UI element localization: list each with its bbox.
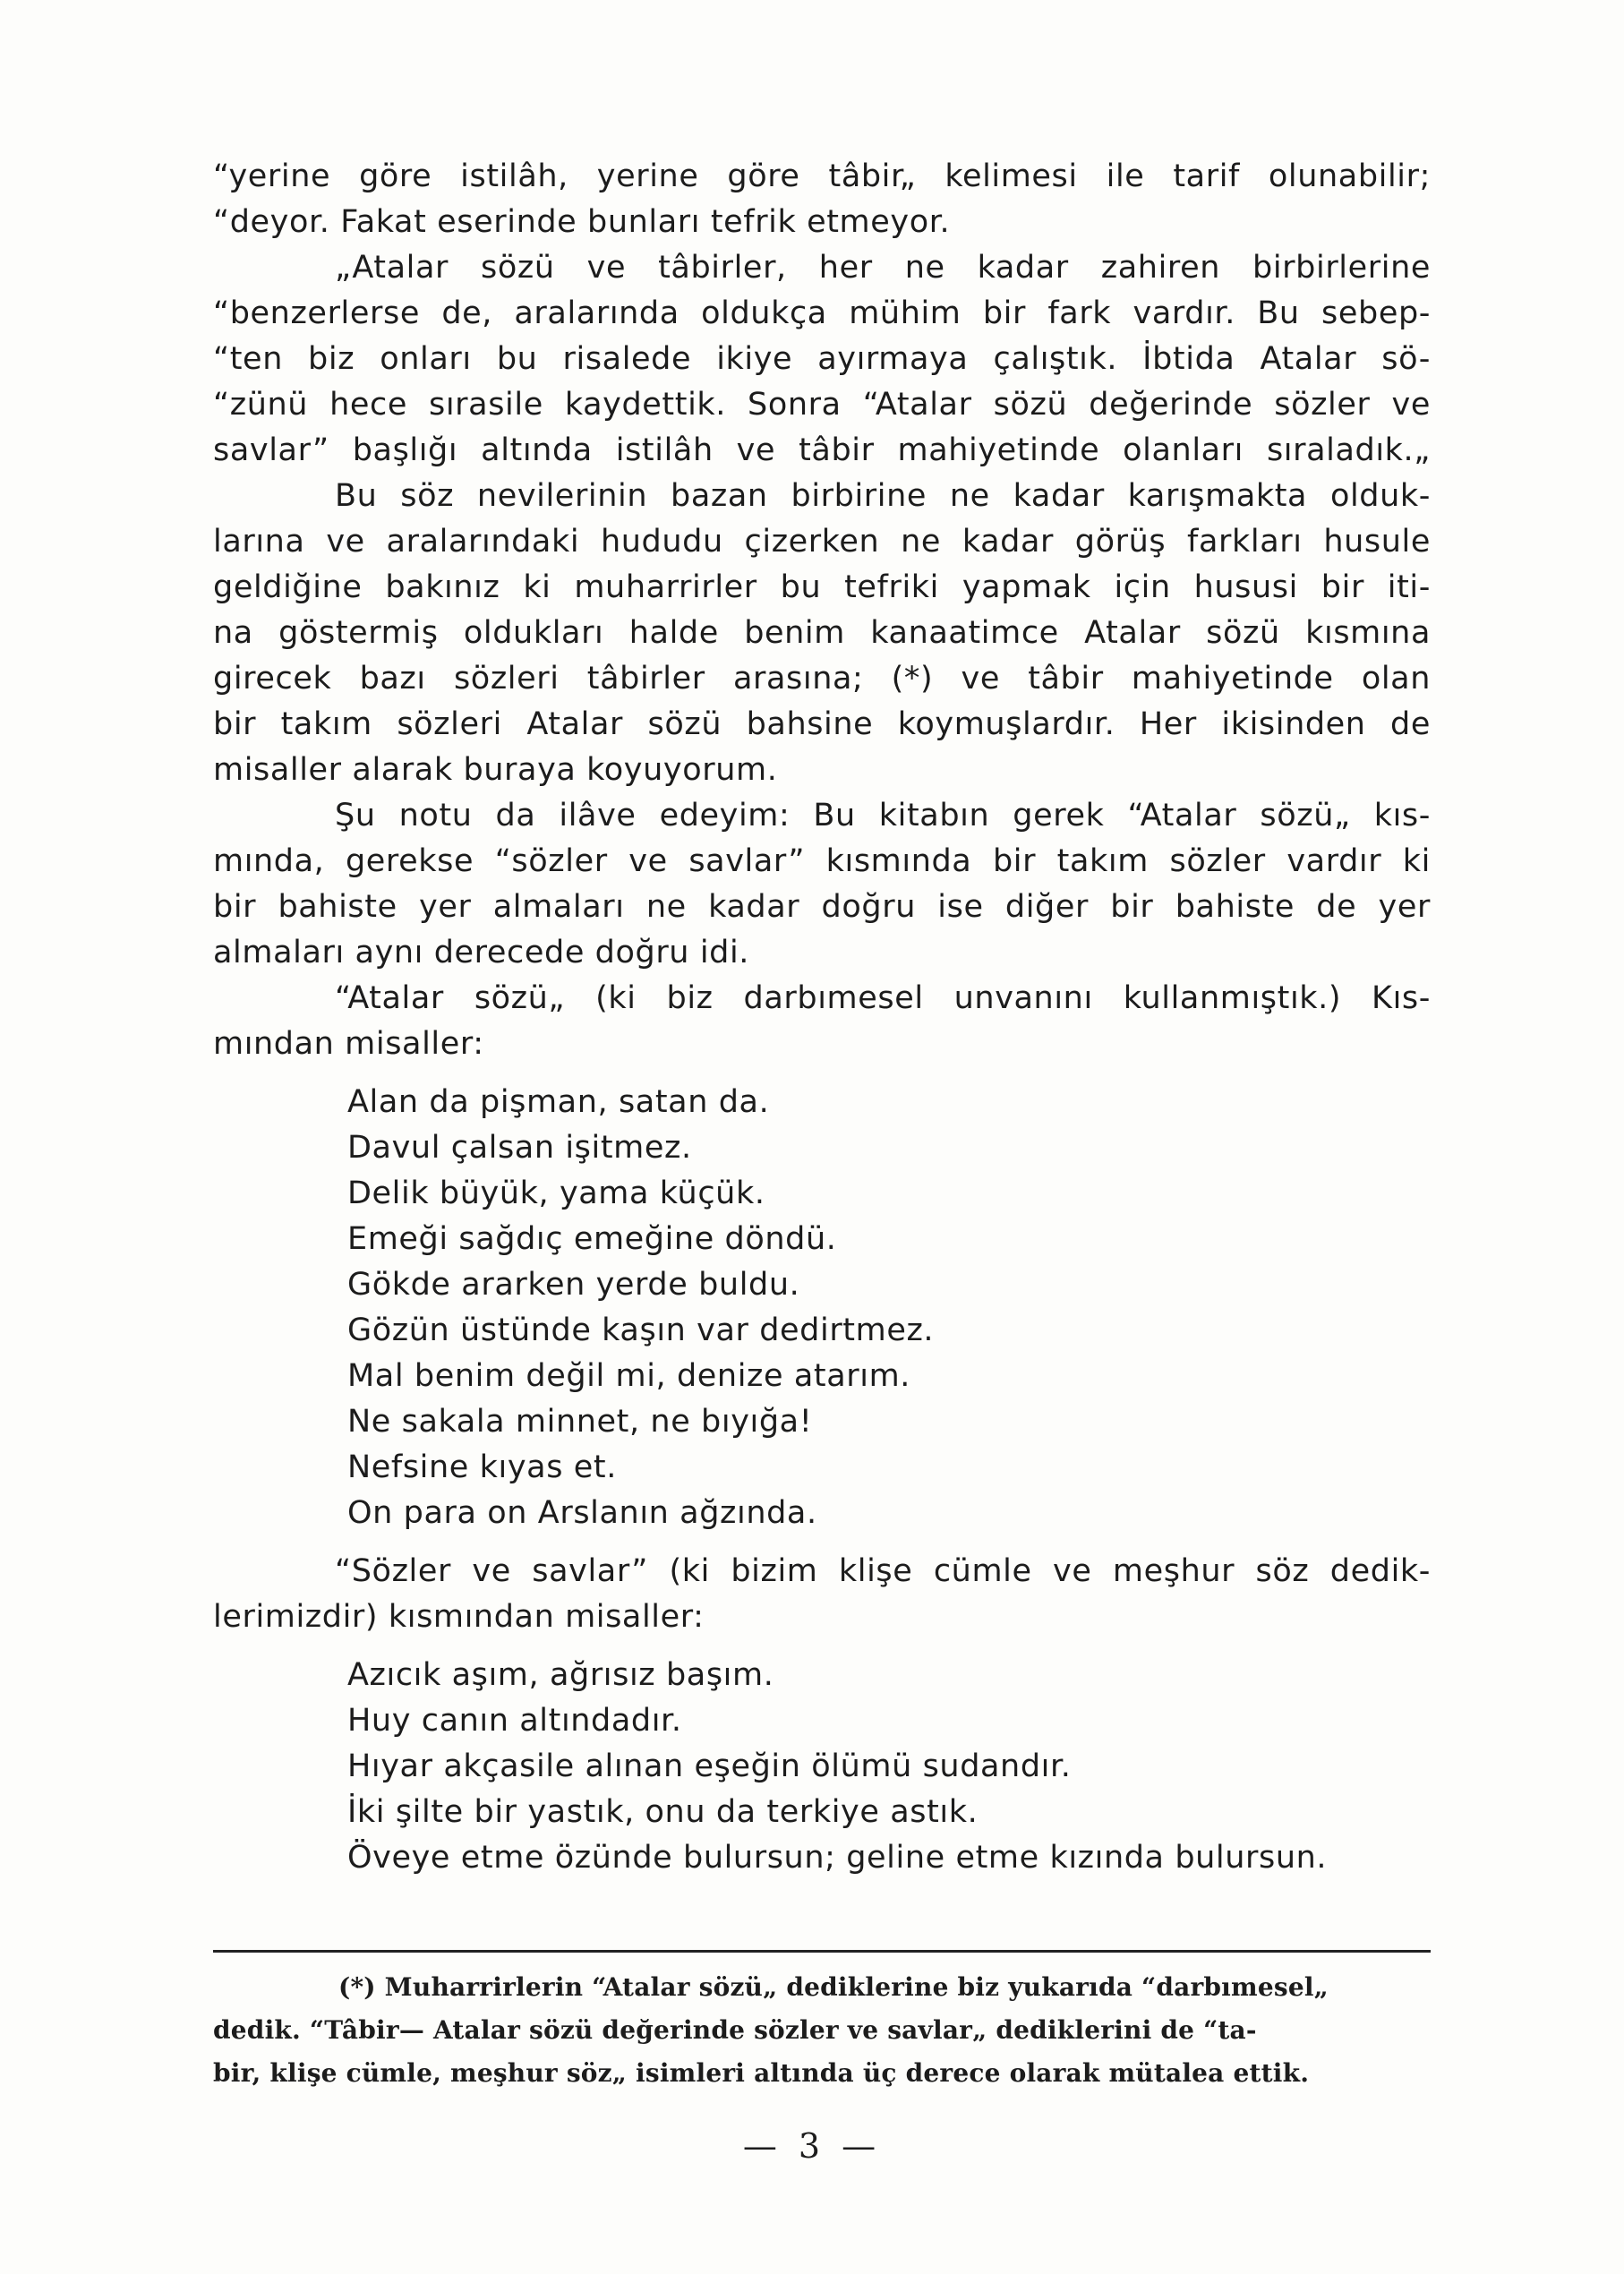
paragraph-line: girecek bazı sözleri tâbirler arasına; (*) ve tâbir mahiyetinde olan — [213, 661, 1431, 697]
paragraph-line: almaları aynı derecede doğru idi. — [213, 935, 750, 970]
paragraph-line: “ten biz onları bu risalede ikiye ayırmaya çalıştık. İbtida Atalar sö- — [213, 341, 1431, 377]
paragraph-line: misaller alarak buraya koyuyorum. — [213, 752, 778, 788]
paragraph-line: “deyor. Fakat eserinde bunları tefrik etmeyor. — [213, 204, 951, 240]
page-number: — 3 — — [742, 2126, 882, 2166]
footnote-line: bir, klişe cümle, meşhur söz„ isimleri altında üç derece olarak mütalea ettik. — [213, 2058, 1310, 2088]
proverb-example: Emeği sağdıç emeğine döndü. — [347, 1221, 837, 1257]
paragraph-line: bir takım sözleri Atalar sözü bahsine koymuşlardır. Her ikisinden de — [213, 706, 1431, 742]
paragraph-line: larına ve aralarındaki hududu çizerken ne kadar görüş farkları husule — [213, 524, 1431, 560]
paragraph-line: Şu notu da ilâve edeyim: Bu kitabın gerek “Atalar sözü„ kıs- — [335, 798, 1431, 834]
proverb-example: Gözün üstünde kaşın var dedirtmez. — [347, 1312, 935, 1348]
proverb-example: On para on Arslanın ağzında. — [347, 1495, 817, 1531]
proverb-example: Delik büyük, yama küçük. — [347, 1175, 765, 1211]
paragraph-line: “Sözler ve savlar” (ki bizim klişe cümle ve meşhur söz dedik- — [335, 1553, 1431, 1589]
paragraph-line: mında, gerekse “sözler ve savlar” kısmında bir takım sözler vardır ki — [213, 843, 1431, 879]
proverb-example: Davul çalsan işitmez. — [347, 1130, 692, 1166]
saying-example: Huy canın altındadır. — [347, 1703, 682, 1739]
paragraph-line: na göstermiş oldukları halde benim kanaatimce Atalar sözü kısmına — [213, 615, 1431, 651]
paragraph-line: bir bahiste yer almaları ne kadar doğru ise diğer bir bahiste de yer — [213, 889, 1431, 925]
proverb-example: Gökde ararken yerde buldu. — [347, 1267, 800, 1303]
paragraph-line: “yerine göre istilâh, yerine göre tâbir„ kelimesi ile tarif olunabilir; — [213, 158, 1431, 194]
paragraph-line: Bu söz nevilerinin bazan birbirine ne kadar karışmakta olduk- — [335, 478, 1431, 514]
paragraph-line: lerimizdir) kısmından misaller: — [213, 1599, 705, 1635]
saying-example: Hıyar akçasile alınan eşeğin ölümü sudandır. — [347, 1748, 1072, 1784]
footnote-line: dedik. “Tâbir— Atalar sözü değerinde sözler ve savlar„ dediklerini de “ta- — [213, 2015, 1257, 2045]
proverb-example: Ne sakala minnet, ne bıyığa! — [347, 1404, 813, 1440]
footnote-divider — [213, 1950, 1431, 1953]
paragraph-line: savlar” başlığı altında istilâh ve tâbir mahiyetinde olanları sıraladık.„ — [213, 432, 1431, 468]
footnote-line: (*) Muharrirlerin “Atalar sözü„ dediklerine biz yukarıda “darbımesel„ — [338, 1972, 1329, 2002]
saying-example: İki şilte bir yastık, onu da terkiye astık. — [347, 1794, 979, 1830]
main-text — [213, 154, 1431, 1881]
paragraph-line: geldiğine bakınız ki muharrirler bu tefriki yapmak için hususi bir iti- — [213, 569, 1431, 605]
proverb-example: Mal benim değil mi, denize atarım. — [347, 1358, 911, 1394]
paragraph-line: “benzerlerse de, aralarında oldukça mühim bir fark vardır. Bu sebep- — [213, 295, 1431, 331]
footnote — [213, 1966, 1431, 2095]
paragraph-line: “Atalar sözü„ (ki biz darbımesel unvanını kullanmıştık.) Kıs- — [335, 980, 1431, 1016]
paragraph-line: „Atalar sözü ve tâbirler, her ne kadar zahiren birbirlerine — [335, 250, 1431, 286]
saying-example: Azıcık aşım, ağrısız başım. — [347, 1657, 774, 1693]
proverb-example: Alan da pişman, satan da. — [347, 1084, 770, 1120]
paragraph-line: “zünü hece sırasile kaydettik. Sonra “Atalar sözü değerinde sözler ve — [213, 387, 1431, 423]
paragraph-line: mından misaller: — [213, 1026, 484, 1062]
proverb-example: Nefsine kıyas et. — [347, 1449, 617, 1485]
saying-example: Öveye etme özünde bulursun; geline etme kızında bulursun. — [347, 1840, 1328, 1876]
